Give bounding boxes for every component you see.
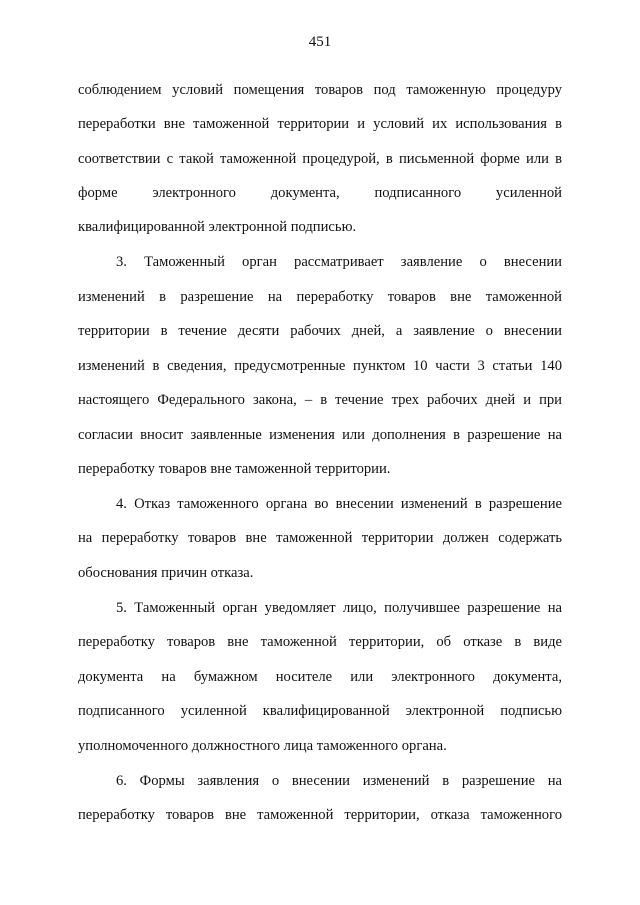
text-line: изменений в разрешение на переработку товаров вне таможенной: [78, 289, 562, 305]
text-line: настоящего Федерального закона, – в течение трех рабочих дней и при: [78, 392, 562, 408]
text-line: изменений в сведения, предусмотренные пунктом 10 части 3 статьи 140: [78, 358, 562, 374]
text-line: соблюдением условий помещения товаров под таможенную процедуру: [78, 82, 562, 98]
text-line: переработки вне таможенной территории и условий их использования в: [78, 116, 562, 132]
text-line: переработку товаров вне таможенной территории, отказа таможенного: [78, 807, 562, 823]
paragraph-4-first-line: 4. Отказ таможенного органа во внесении изменений в разрешение: [116, 496, 562, 512]
text-line: территории в течение десяти рабочих дней, а заявление о внесении: [78, 323, 562, 339]
paragraph-6-first-line: 6. Формы заявления о внесении изменений в разрешение на: [116, 773, 562, 789]
text-line: обоснования причин отказа.: [78, 565, 254, 581]
text-line: переработку товаров вне таможенной территории, об отказе в виде: [78, 634, 562, 650]
text-line: соответствии с такой таможенной процедурой, в письменной форме или в: [78, 151, 562, 167]
text-line: согласии вносит заявленные изменения или дополнения в разрешение на: [78, 427, 562, 443]
text-line: форме электронного документа, подписанного усиленной: [78, 185, 562, 201]
text-line: документа на бумажном носителе или электронного документа,: [78, 669, 562, 685]
page-number: 451: [308, 34, 332, 50]
text-line: квалифицированной электронной подписью.: [78, 219, 357, 235]
paragraph-3-first-line: 3. Таможенный орган рассматривает заявление о внесении: [116, 254, 562, 270]
paragraph-5-first-line: 5. Таможенный орган уведомляет лицо, получившее разрешение на: [116, 600, 562, 616]
text-line: на переработку товаров вне таможенной территории должен содержать: [78, 530, 562, 546]
text-line: подписанного усиленной квалифицированной электронной подписью: [78, 703, 562, 719]
text-line: переработку товаров вне таможенной территории.: [78, 461, 391, 477]
text-line: уполномоченного должностного лица таможенного органа.: [78, 738, 447, 754]
